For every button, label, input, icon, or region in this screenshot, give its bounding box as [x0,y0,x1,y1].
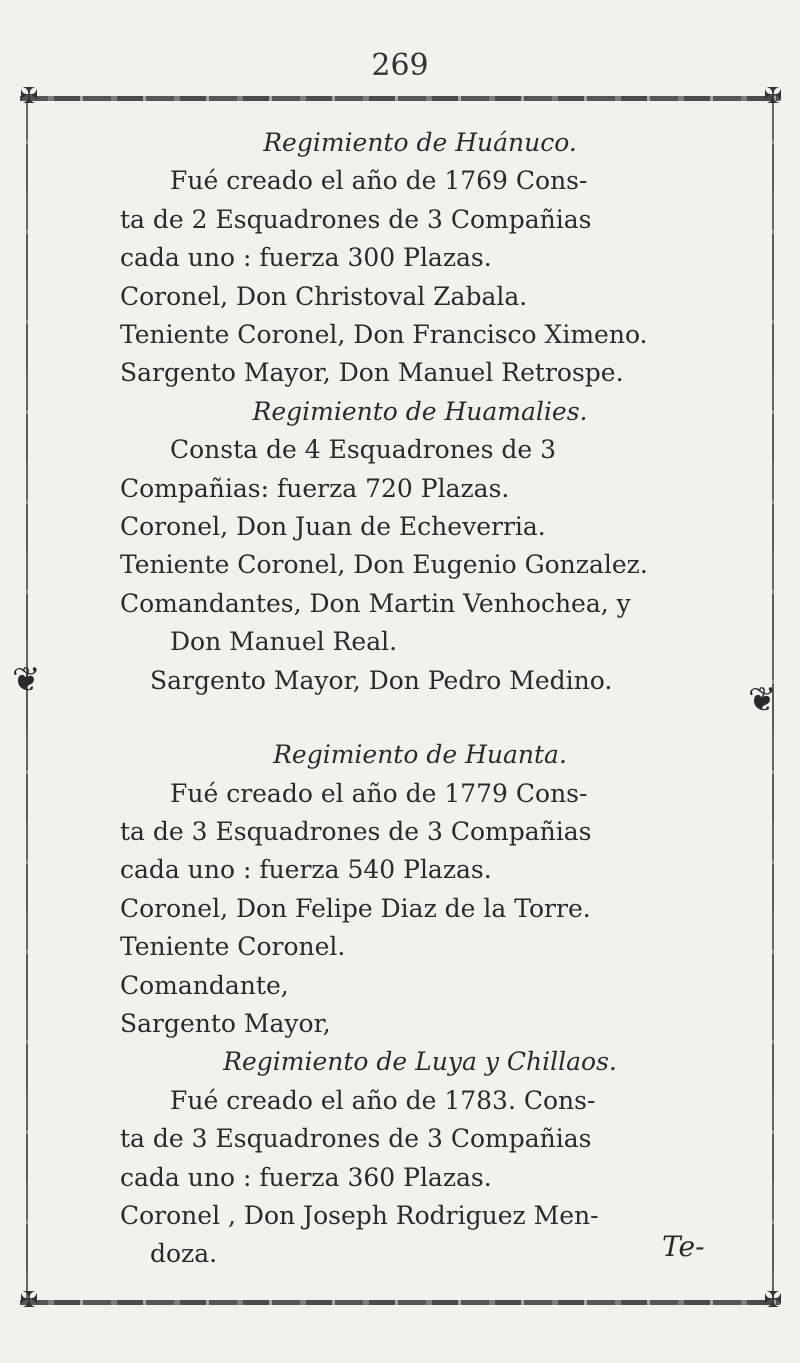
text-line: ta de 2 Esquadrones de 3 Compañias [120,204,592,234]
top-rule [20,96,780,101]
text-line: Fué creado el año de 1779 Cons- [170,778,588,808]
page-number: 269 [371,48,429,83]
text-line: Coronel, Don Christoval Zabala. [120,281,528,311]
section-gap [120,700,720,736]
text-line: Compañias: fuerza 720 Plazas. [120,473,510,503]
text-line: Consta de 4 Esquadrones de 3 [170,435,557,465]
section-heading: Regimiento de Huamalies. [252,396,588,426]
text-line: cada uno : fuerza 360 Plazas. [120,1162,492,1192]
catchword: Te- [662,1230,705,1263]
text-line: Fué creado el año de 1783. Cons- [170,1085,596,1115]
text-line: Coronel, Don Juan de Echeverria. [120,512,546,542]
section-heading: Regimiento de Huanta. [273,740,567,770]
side-ornament-icon: ❦ [12,660,41,700]
text-line: cada uno : fuerza 300 Plazas. [120,243,492,273]
left-border-line [26,100,28,1300]
side-ornament-icon: ❦ [748,680,777,720]
text-line: Coronel, Don Felipe Diaz de la Torre. [120,893,591,923]
text-line: cada uno : fuerza 540 Plazas. [120,855,492,885]
corner-ornament-icon: ✠ [763,1288,783,1313]
section-heading: Regimiento de Luya y Chillaos. [223,1047,617,1077]
corner-ornament-icon: ✠ [19,84,39,109]
text-line: Fué creado el año de 1769 Cons- [170,166,588,196]
text-line: Teniente Coronel, Don Francisco Ximeno. [120,320,648,350]
text-line: Teniente Coronel, Don Eugenio Gonzalez. [120,550,648,580]
text-line: Sargento Mayor, Don Manuel Retrospe. [120,358,624,388]
corner-ornament-icon: ✠ [763,84,783,109]
page-text [120,124,720,1274]
text-line: Sargento Mayor, [120,1008,331,1038]
text-line: Teniente Coronel. [120,932,346,962]
text-line: doza. [150,1239,218,1269]
text-line: Comandantes, Don Martin Venhochea, y [120,588,631,618]
text-line: Don Manuel Real. [170,627,398,657]
text-line: Comandante, [120,970,289,1000]
bottom-rule [20,1300,780,1305]
text-line: ta de 3 Esquadrones de 3 Compañias [120,816,592,846]
corner-ornament-icon: ✠ [19,1288,39,1313]
text-line: Sargento Mayor, Don Pedro Medino. [150,665,613,695]
text-line: ta de 3 Esquadrones de 3 Compañias [120,1124,592,1154]
text-line: Coronel , Don Joseph Rodriguez Men- [120,1200,599,1230]
section-heading: Regimiento de Huánuco. [263,128,577,157]
